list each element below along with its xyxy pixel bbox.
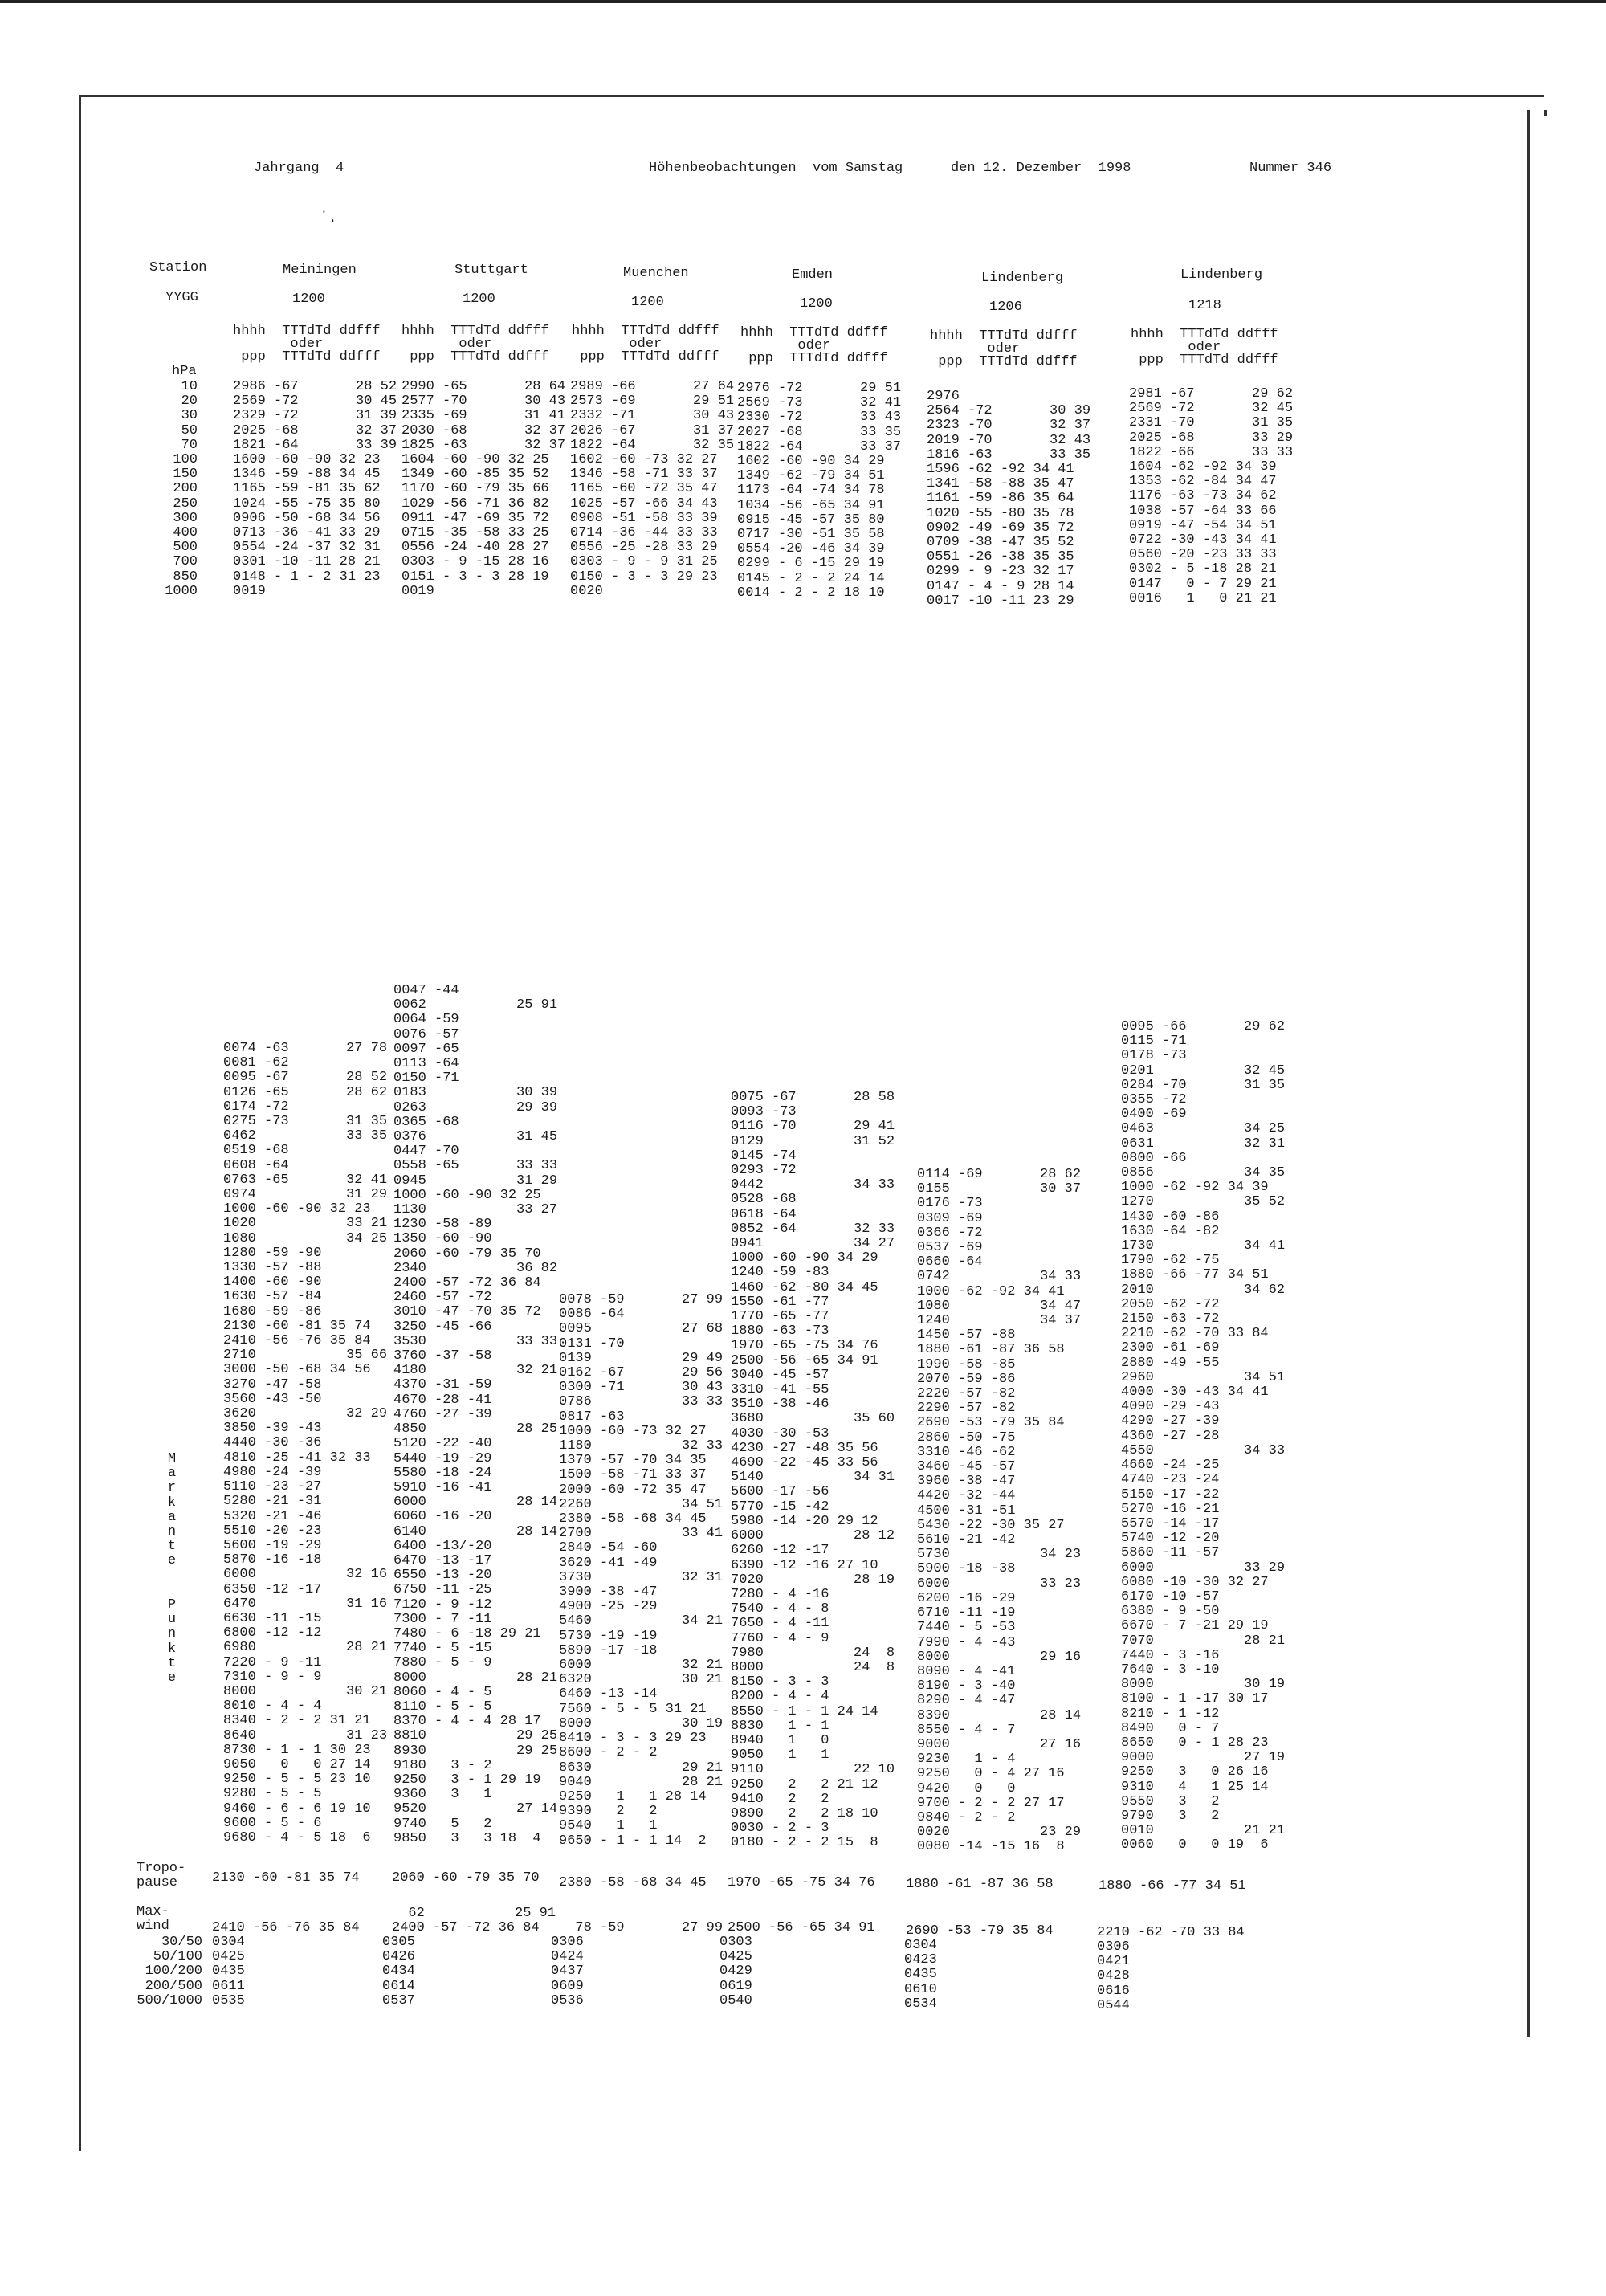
column-header-oder: oder — [233, 336, 324, 352]
layer-values: 0305 0426 0434 0614 0537 — [382, 1935, 415, 2008]
station-name: Muenchen — [623, 266, 689, 281]
station-time: 1206 — [989, 300, 1022, 315]
punkte-label: P u n k t e — [167, 1597, 177, 1686]
station-name: Stuttgart — [454, 263, 528, 278]
column-header: hhhh TTTdTd ddfff — [740, 325, 888, 341]
maxwind-values: 2690 -53 -79 35 84 — [906, 1923, 1054, 1939]
maxwind-values: 2500 -56 -65 34 91 — [728, 1920, 875, 1935]
layer-values: 0306 0424 0437 0609 0536 — [551, 1935, 584, 2008]
tropopause-values: 2060 -60 -79 35 70 — [392, 1870, 540, 1886]
station-name: Lindenberg — [981, 271, 1064, 286]
layer-values: 0303 0425 0429 0619 0540 — [719, 1935, 752, 2008]
tropopause-values: 1880 -66 -77 34 51 — [1099, 1878, 1246, 1894]
layer-values: 0306 0421 0428 0616 0544 — [1097, 1939, 1130, 2013]
standard-levels: 2990 -65 28 64 2577 -70 30 43 2335 -69 31 41 2030 -68 32 37 1825 -63 32 37 1604 -60 -90 32 25 1349 -60 -85 35 52 1170 -60 -79 35 66 1029 -56 -71 36 82 0911 -47 -69 35 72 0715 -35 -58 33 25 0556 -24 -40 28 27 0303 - 9 -15 28 16 0151 - 3 - 3 28 19 0019 — [402, 379, 566, 599]
hpa-label: hPa — [172, 364, 197, 379]
tropopause-label: Tropo- pause — [137, 1861, 186, 1891]
standard-levels: 2976 -72 29 51 2569 -73 32 41 2330 -72 33 43 2027 -68 33 35 1822 -64 33 37 1602 -60 -90 34 29 1349 -62 -79 34 51 1173 -64 -74 34 78 1034 -56 -65 34 91 0915 -45 -57 35 80 0717 -30 -51 35 58 0554 -20 -46 34 39 0299 - 6 -15 29 19 0145 - 2 - 2 24 14 0014 - 2 - 2 18 10 — [737, 381, 902, 601]
column-header-2: ppp TTTdTd ddfff — [572, 349, 719, 365]
speck-mark: ˙. — [320, 210, 337, 226]
maxwind-label: Max- wind — [137, 1904, 169, 1935]
station-time: 1200 — [800, 296, 833, 312]
column-header-2: ppp TTTdTd ddfff — [740, 351, 888, 366]
issue-number: Nummer 346 — [1249, 161, 1332, 176]
station-time: 1200 — [463, 292, 495, 307]
significant-points: 0074 -63 27 78 0081 -62 0095 -67 28 52 0126 -65 28 62 0174 -72 0275 -73 31 35 0462 33 35 0519 -68 0608 -64 0763 -65 32 41 0974 31 29 1000 -60 -90 32 23 1020 33 21 1080 34 25 1280 -59 -90 1330 -57 -88 1400 -60 -90 1630 -57 -84 1680 -59 -86 2130 -60 -81 35 74 2410 -56 -76 35 84 2710 35 66 3000 -50 -68 34 56 3270 -47 -58 3560 -43 -50 3620 32 29 3850 -39 -43 4440 -30 -36 4810 -25 -41 32 33 4980 -24 -39 5110 -23 -27 5280 -21 -31 5320 -21 -46 5510 -20 -23 5600 -19 -29 5870 -16 -18 6000 32 16 6350 -12 -17 6470 31 16 6630 -11 -15 6800 -12 -12 6980 28 21 7220 - 9 -11 7310 - 9 - 9 8000 30 21 8010 - 4 - 4 8340 - 2 - 2 31 21 8640 31 23 8730 - 1 - 1 30 23 9050 0 0 27 14 9250 - 5 - 5 23 10 9280 - 5 - 5 9460 - 6 - 6 19 10 9600 - 5 - 6 9680 - 4 - 5 18 6 — [223, 1041, 388, 1845]
tropopause-values: 1970 -65 -75 34 76 — [728, 1875, 875, 1890]
page-title: Höhenbeobachtungen vom Samstag — [649, 161, 903, 176]
column-header: hhhh TTTdTd ddfff — [402, 324, 549, 339]
date: den 12. Dezember 1998 — [951, 161, 1131, 176]
standard-levels: 2986 -67 28 52 2569 -72 30 45 2329 -72 31 39 2025 -68 32 37 1821 -64 33 39 1600 -60 -90 32 23 1346 -59 -88 34 45 1165 -59 -81 35 62 1024 -55 -75 35 80 0906 -50 -68 34 56 0713 -36 -41 33 29 0554 -24 -37 32 31 0301 -10 -11 28 21 0148 - 1 - 2 31 23 0019 — [233, 379, 397, 599]
significant-points: 0078 -59 27 99 0086 -64 0095 27 68 0131 -70 0139 29 49 0162 -67 29 56 0300 -71 30 43 0786 33 33 0817 -63 1000 -60 -73 32 27 1180 32 33 1370 -57 -70 34 35 1500 -58 -71 33 37 2000 -60 -72 35 47 2260 34 51 2380 -58 -68 34 45 2700 33 41 2840 -54 -60 3620 -41 -49 3730 32 31 3900 -38 -47 4900 -25 -29 5460 34 21 5730 -19 -19 5890 -17 -18 6000 32 21 6320 30 21 6460 -13 -14 7560 - 5 - 5 31 21 8000 30 19 8410 - 3 - 3 29 23 8600 - 2 - 2 8630 29 21 9040 28 21 9250 1 1 28 14 9390 2 2 9540 1 1 9650 - 1 - 1 14 2 — [559, 1292, 724, 1849]
maxwind-values: 2410 -56 -76 35 84 — [212, 1920, 360, 1935]
station-name: Emden — [792, 267, 834, 283]
column-header-oder: oder — [1131, 340, 1221, 355]
column-header-2: ppp TTTdTd ddfff — [1131, 353, 1278, 368]
maxwind-values: 78 -59 27 99 — [559, 1920, 724, 1935]
significant-points: 0095 -66 29 62 0115 -71 0178 -73 0201 32 45 0284 -70 31 35 0355 -72 0400 -69 0463 34 25 0631 32 31 0800 -66 0856 34 35 1000 -62 -92 34 39 1270 35 52 1430 -60 -86 1630 -64 -82 1730 34 41 1790 -62 -75 1880 -66 -77 34 51 2010 34 62 2050 -62 -72 2150 -63 -72 2210 -62 -70 33 84 2300 -61 -69 2880 -49 -55 2960 34 51 4000 -30 -43 34 41 4090 -29 -43 4290 -27 -39 4360 -27 -28 4550 34 33 4660 -24 -25 4740 -23 -24 5150 -17 -22 5270 -16 -21 5570 -14 -17 5740 -12 -20 5860 -11 -57 6000 33 29 6080 -10 -30 32 27 6170 -10 -57 6380 - 9 -50 6670 - 7 -21 29 19 7070 28 21 7440 - 3 -16 7640 - 3 -10 8000 30 19 8100 - 1 -17 30 17 8210 - 1 -12 8490 0 - 7 8650 0 - 1 28 23 9000 27 19 9250 3 0 26 16 9310 4 1 25 14 9550 3 2 9790 3 2 0010 21 21 0060 0 0 19 6 — [1121, 1019, 1286, 1854]
column-header: hhhh TTTdTd ddfff — [572, 324, 719, 339]
standard-levels: 2976 2564 -72 30 39 2323 -70 32 37 2019 -70 32 43 1816 -63 33 35 1596 -62 -92 34 41 1341 -58 -88 35 47 1161 -59 -86 35 64 1020 -55 -80 35 78 0902 -49 -69 35 72 0709 -38 -47 35 52 0551 -26 -38 35 35 0299 - 9 -23 32 17 0147 - 4 - 9 28 14 0017 -10 -11 23 29 — [927, 389, 1091, 609]
column-header-oder: oder — [930, 341, 1021, 357]
standard-levels: 2981 -67 29 62 2569 -72 32 45 2331 -70 31 35 2025 -68 33 29 1822 -66 33 33 1604 -62 -92 34 39 1353 -62 -84 34 47 1176 -63 -73 34 62 1038 -57 -64 33 66 0919 -47 -54 34 51 0722 -30 -43 34 41 0560 -20 -23 33 33 0302 - 5 -18 28 21 0147 0 - 7 29 21 0016 1 0 21 21 — [1129, 386, 1294, 606]
maxwind-values: 62 25 91 2400 -57 -72 36 84 — [392, 1906, 556, 1936]
tropopause-values: 2130 -60 -81 35 74 — [212, 1870, 360, 1886]
significant-points: 0114 -69 28 62 0155 30 37 0176 -73 0309 -69 0366 -72 0537 -69 0660 -64 0742 34 33 1000 -62 -92 34 41 1080 34 47 1240 34 37 1450 -57 -88 1880 -61 -87 36 58 1990 -58 -85 2070 -59 -86 2220 -57 -82 2290 -57 -82 2690 -53 -79 35 84 2860 -50 -75 3310 -46 -62 3460 -45 -57 3960 -38 -47 4420 -32 -44 4500 -31 -51 5430 -22 -30 35 27 5610 -21 -42 5730 34 23 5900 -18 -38 6000 33 23 6200 -16 -29 6710 -11 -19 7440 - 5 -53 7990 - 4 -43 8000 29 16 8090 - 4 -41 8190 - 3 -40 8290 - 4 -47 8390 28 14 8550 - 4 - 7 9000 27 16 9230 1 - 4 9250 0 - 4 27 16 9420 0 0 9700 - 2 - 2 27 17 9840 - 2 - 2 0020 23 29 0080 -14 -15 16 8 — [917, 1167, 1082, 1855]
column-header-2: ppp TTTdTd ddfff — [930, 354, 1078, 369]
pressure-levels: 10 20 30 50 70 100 150 200 250 300 400 500 700 850 1000 — [165, 379, 198, 599]
layer-values: 0304 0423 0435 0610 0534 — [904, 1938, 937, 2012]
maxwind-values: 2210 -62 -70 33 84 — [1097, 1925, 1245, 1940]
station-time: 1218 — [1188, 298, 1221, 313]
standard-levels: 2989 -66 27 64 2573 -69 29 51 2332 -71 30 43 2026 -67 31 37 1822 -64 32 35 1602 -60 -73 32 27 1346 -58 -71 33 37 1165 -60 -72 35 47 1025 -57 -66 34 43 0908 -51 -58 33 39 0714 -36 -44 33 33 0556 -25 -28 33 29 0303 - 9 - 9 31 25 0150 - 3 - 3 29 23 0020 — [570, 379, 735, 599]
frame-right-border — [1527, 110, 1530, 2037]
column-header-oder: oder — [572, 336, 662, 352]
layer-values: 0304 0425 0435 0611 0535 — [212, 1935, 245, 2008]
column-header: hhhh TTTdTd ddfff — [233, 324, 381, 339]
page-top-rule — [0, 0, 1606, 3]
tropopause-values: 1880 -61 -87 36 58 — [906, 1877, 1054, 1892]
frame-left-border — [79, 95, 81, 2151]
jahrgang: Jahrgang 4 — [254, 161, 344, 176]
yygg-label: YYGG — [165, 290, 198, 305]
significant-points: 0075 -67 28 58 0093 -73 0116 -70 29 41 0129 31 52 0145 -74 0293 -72 0442 34 33 0528 -68 0618 -64 0852 -64 32 33 0941 34 27 1000 -60 -90 34 29 1240 -59 -83 1460 -62 -80 34 45 1550 -61 -77 1770 -65 -77 1880 -63 -73 1970 -65 -75 34 76 2500 -56 -65 34 91 3040 -45 -57 3310 -41 -55 3510 -38 -46 3680 35 60 4030 -30 -53 4230 -27 -48 35 56 4690 -22 -45 33 56 5140 34 31 5600 -17 -56 5770 -15 -42 5980 -14 -20 29 12 6000 28 12 6260 -12 -17 6390 -12 -16 27 10 7020 28 19 7280 - 4 -16 7540 - 4 - 8 7650 - 4 -11 7760 - 4 - 9 7980 24 8 8000 24 8 8150 - 3 - 3 8200 - 4 - 4 8550 - 1 - 1 24 14 8830 1 - 1 8940 1 0 9050 1 1 9110 22 10 9250 2 2 21 12 9410 2 2 9890 2 2 18 10 0030 - 2 - 3 0180 - 2 - 2 15 8 — [731, 1090, 895, 1851]
column-header-2: ppp TTTdTd ddfff — [233, 349, 381, 365]
significant-points: 0047 -44 0062 25 91 0064 -59 0076 -57 0097 -65 0113 -64 0150 -71 0183 30 39 0263 29 39 0365 -68 0376 31 45 0447 -70 0558 -65 33 33 0945 31 29 1000 -60 -90 32 25 1130 33 27 1230 -58 -89 1350 -60 -90 2060 -60 -79 35 70 2340 36 82 2400 -57 -72 36 84 2460 -57 -72 3010 -47 -70 35 72 3250 -45 -66 3530 33 33 3760 -37 -58 4180 32 21 4370 -31 -59 4670 -28 -41 4760 -27 -39 4850 28 25 5120 -22 -40 5440 -19 -29 5580 -18 -24 5910 -16 -41 6000 28 14 6060 -16 -20 6140 28 14 6400 -13/-20 6470 -13 -17 6550 -13 -20 6750 -11 -25 7120 - 9 -12 7300 - 7 -11 7480 - 6 -18 29 21 7740 - 5 -15 7880 - 5 - 9 8000 28 21 8060 - 4 - 5 8110 - 5 - 5 8370 - 4 - 4 28 17 8810 29 25 8930 29 25 9180 3 - 2 9250 3 - 1 29 19 9360 3 1 9520 27 14 9740 5 2 9850 3 3 18 4 — [393, 983, 558, 1846]
station-label: Station — [149, 260, 207, 275]
layer-labels: 30/50 50/100 100/200 200/500 500/1000 — [137, 1935, 202, 2008]
column-header: hhhh TTTdTd ddfff — [1131, 327, 1278, 342]
station-time: 1200 — [631, 295, 664, 310]
column-header-2: ppp TTTdTd ddfff — [402, 349, 549, 365]
frame-corner-mark — [1544, 110, 1547, 116]
column-header-oder: oder — [402, 336, 492, 352]
station-name: Lindenberg — [1180, 267, 1263, 283]
frame-top-border — [79, 95, 1544, 97]
markante-label: M a r k a n t e — [167, 1451, 177, 1569]
station-name: Meiningen — [283, 263, 357, 278]
station-time: 1200 — [292, 292, 325, 307]
column-header: hhhh TTTdTd ddfff — [930, 328, 1078, 344]
column-header-oder: oder — [740, 338, 831, 353]
tropopause-values: 2380 -58 -68 34 45 — [559, 1875, 707, 1890]
